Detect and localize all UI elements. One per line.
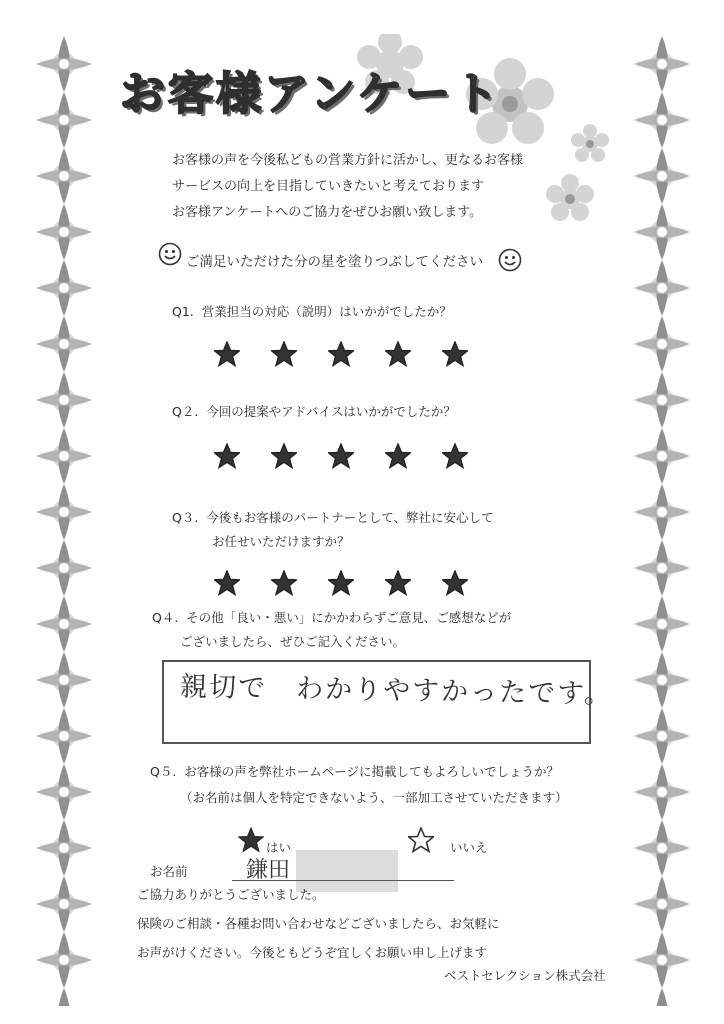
yes-star-filled-icon[interactable] bbox=[238, 827, 264, 853]
question-3-line-2: お任せいただけますか？ bbox=[212, 534, 350, 549]
star-filled-icon[interactable] bbox=[214, 341, 240, 367]
comment-answer: 親切で わかりやすかったです。 bbox=[179, 671, 614, 711]
question-text: お客様の声を弊社ホームページに掲載してもよろしいでしょうか？ bbox=[184, 764, 560, 779]
yes-label: はい bbox=[266, 840, 292, 855]
question-1 bbox=[172, 300, 452, 324]
star-filled-icon[interactable] bbox=[328, 443, 354, 469]
name-value: 鎌田 bbox=[246, 858, 291, 883]
star-filled-icon[interactable] bbox=[385, 570, 411, 596]
question-number: Q２. bbox=[172, 404, 199, 419]
question-text: 今回の提案やアドバイスはいかがでしたか？ bbox=[206, 404, 456, 419]
question-number: Q1. bbox=[172, 304, 194, 319]
smiley-icon bbox=[158, 242, 182, 266]
intro-line: サービスの向上を目指していきたいと考えております bbox=[172, 179, 485, 194]
question-number: Q５. bbox=[150, 764, 177, 779]
star-filled-icon[interactable] bbox=[442, 341, 468, 367]
rating-q1 bbox=[214, 341, 499, 367]
intro-line: お客様アンケートへのご協力をぜひお願い致します。 bbox=[172, 205, 483, 220]
star-filled-icon[interactable] bbox=[214, 443, 240, 469]
name-label: お名前 bbox=[150, 864, 188, 879]
star-filled-icon[interactable] bbox=[442, 443, 468, 469]
company-name: ベストセレクション株式会社 bbox=[444, 968, 606, 983]
star-filled-icon[interactable] bbox=[214, 570, 240, 596]
intro-text bbox=[172, 148, 523, 226]
rating-q3 bbox=[214, 570, 499, 596]
no-label: いいえ bbox=[450, 840, 488, 855]
star-filled-icon[interactable] bbox=[385, 341, 411, 367]
closing-line: お声がけください。今後ともどうぞ宜しくお願い申し上げます bbox=[137, 945, 488, 960]
question-2 bbox=[172, 400, 456, 424]
star-instruction: ご満足いただけた分の星を塗りつぶしてください bbox=[186, 254, 483, 270]
closing-text bbox=[137, 880, 500, 967]
closing-line: ご協力ありがとうございました。 bbox=[137, 887, 325, 902]
question-5-note: （お名前は個人を特定できないよう、一部加工させていただきます） bbox=[180, 790, 568, 805]
question-3 bbox=[172, 506, 494, 530]
closing-line: 保険のご相談・各種お問い合わせなどございましたら、お気軽に bbox=[137, 916, 500, 931]
question-4 bbox=[152, 606, 511, 630]
question-number: Q３. bbox=[172, 510, 199, 525]
question-5 bbox=[150, 760, 559, 784]
star-filled-icon[interactable] bbox=[328, 341, 354, 367]
question-4-line-2: ございましたら、ぜひご記入ください。 bbox=[180, 634, 406, 649]
border-pattern bbox=[36, 36, 92, 1006]
star-filled-icon[interactable] bbox=[328, 570, 354, 596]
question-number: Q４. bbox=[152, 610, 179, 625]
rating-q2 bbox=[214, 443, 499, 469]
no-star-outline-icon[interactable] bbox=[408, 827, 434, 853]
page-title: お客様アンケート bbox=[120, 67, 502, 120]
smiley-icon bbox=[498, 248, 522, 272]
question-text: 営業担当の対応（説明）はいかがでしたか？ bbox=[201, 304, 452, 319]
star-filled-icon[interactable] bbox=[442, 570, 468, 596]
intro-line: お客様の声を今後私どもの営業方針に活かし、更なるお客様 bbox=[172, 153, 524, 168]
left-border bbox=[36, 36, 92, 1006]
question-text: その他「良い・悪い」にかかわらずご意見、ご感想などが bbox=[186, 610, 512, 625]
star-filled-icon[interactable] bbox=[271, 341, 297, 367]
star-filled-icon[interactable] bbox=[385, 443, 411, 469]
star-filled-icon[interactable] bbox=[271, 570, 297, 596]
star-filled-icon[interactable] bbox=[271, 443, 297, 469]
question-text: 今後もお客様のパートナーとして、弊社に安心して bbox=[206, 510, 494, 525]
